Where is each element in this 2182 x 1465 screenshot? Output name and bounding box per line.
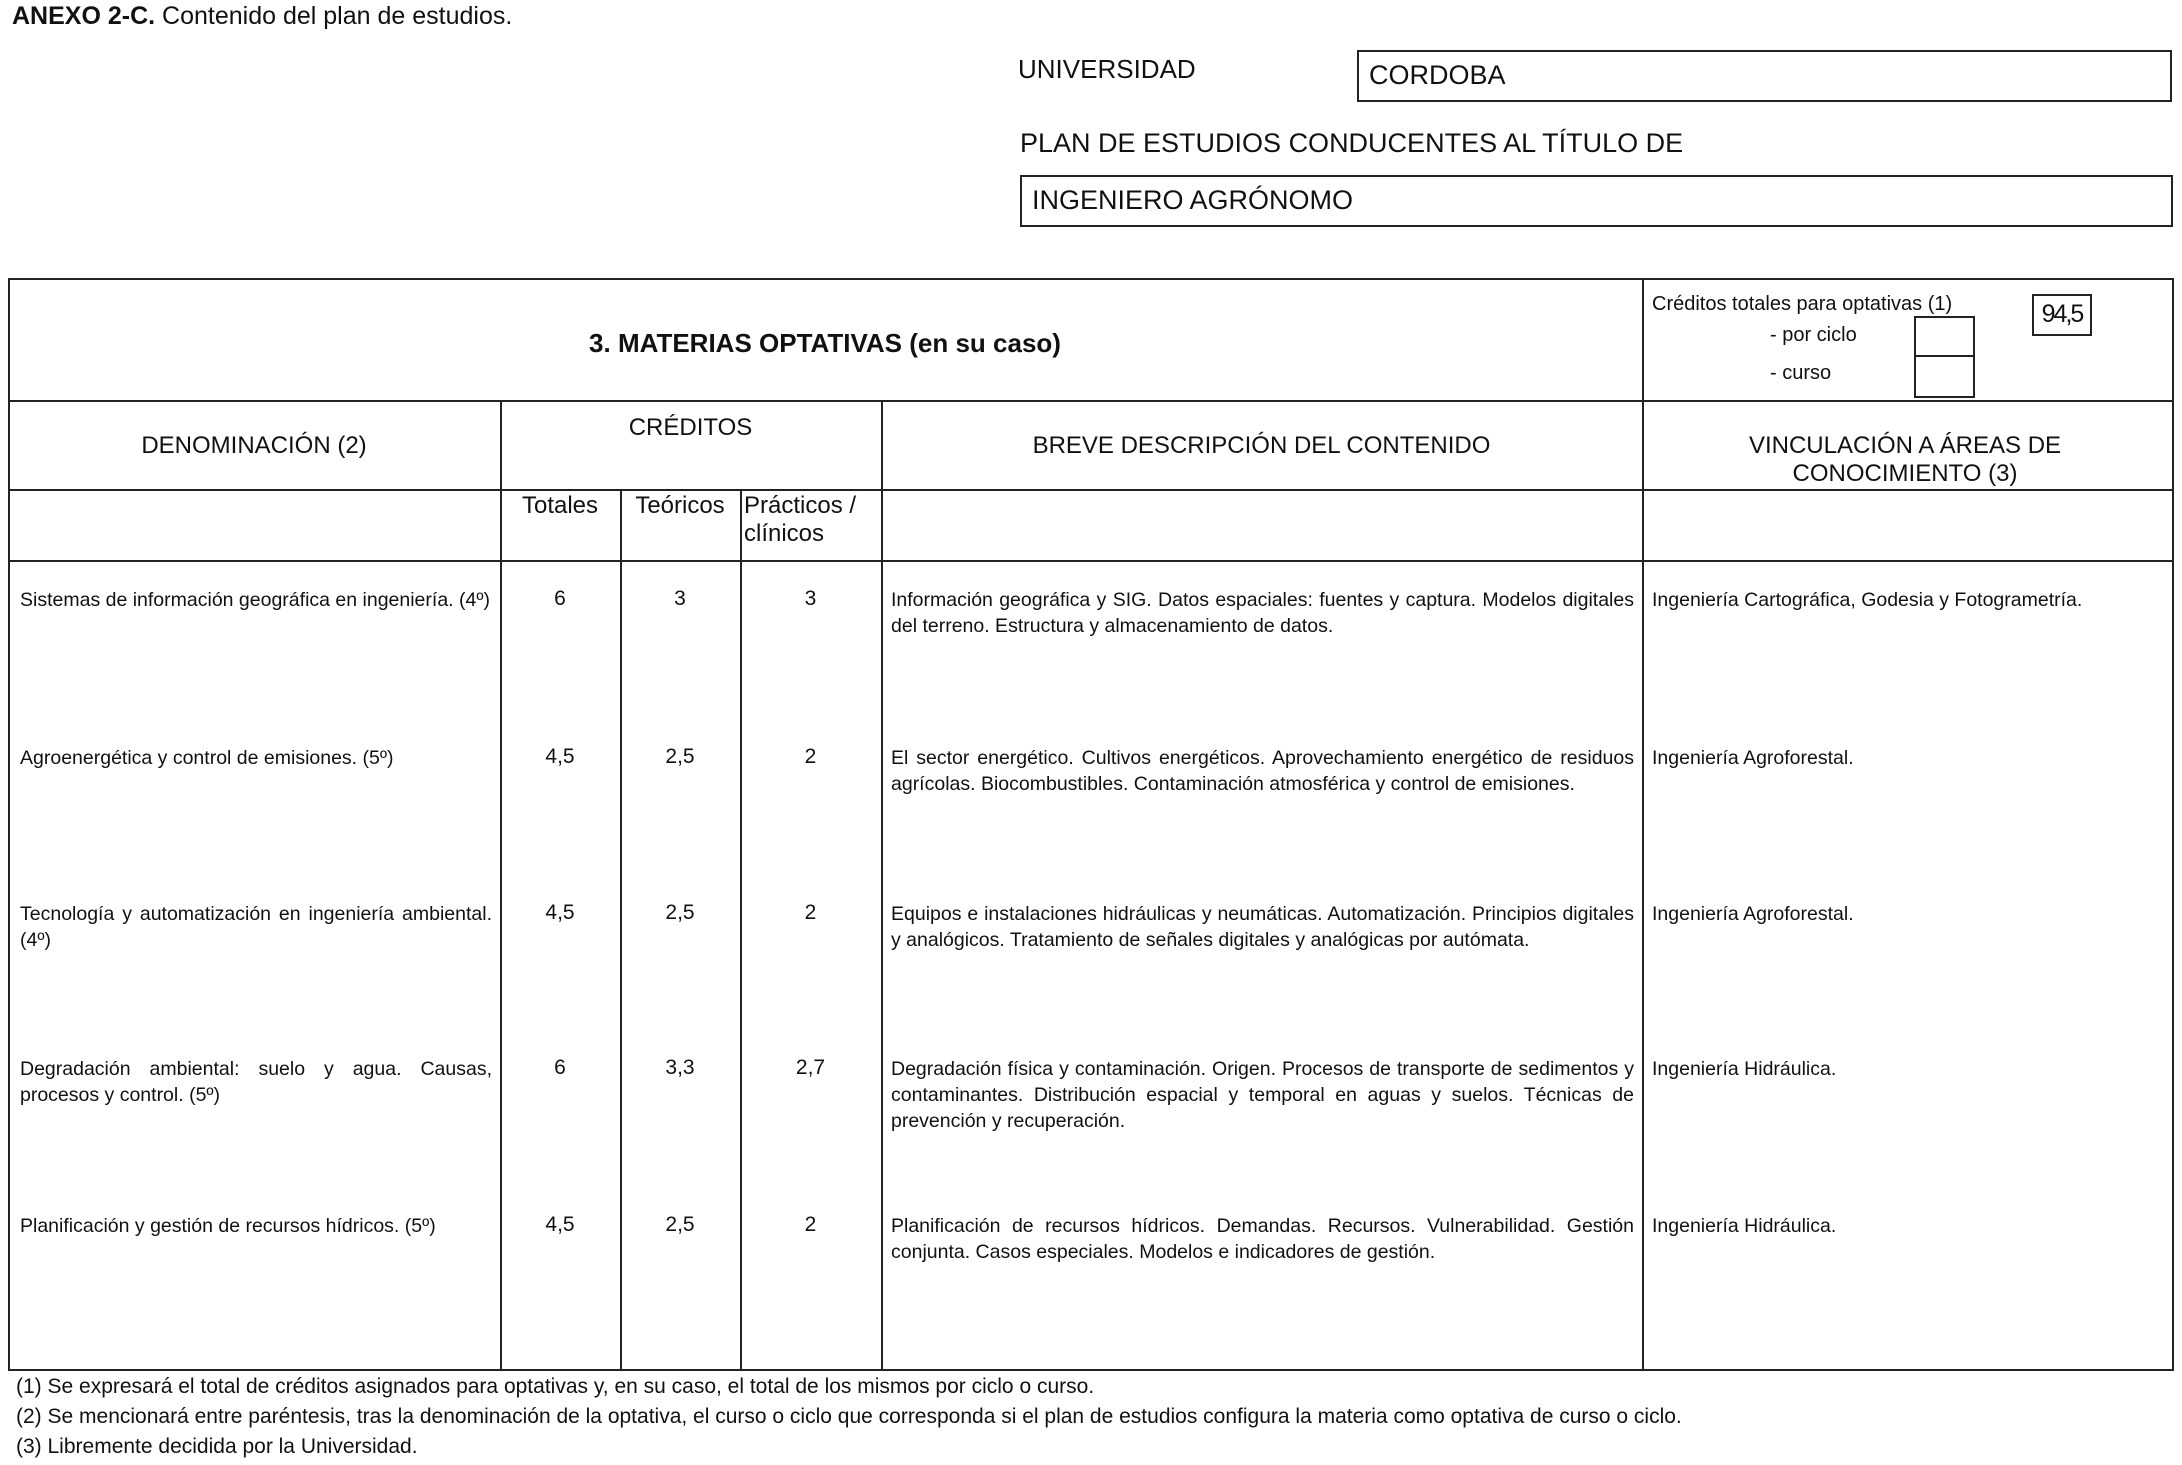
table-divider — [881, 400, 883, 1371]
header-denominacion: DENOMINACIÓN (2) — [141, 432, 367, 459]
row-2-totales: 4,5 — [545, 745, 575, 768]
row-2-vinculacion: Ingeniería Agroforestal. — [1652, 747, 1854, 769]
row-1-vinculacion: Ingeniería Cartográfica, Godesia y Fotogrametría. — [1652, 589, 2083, 611]
row-3-vinculacion: Ingeniería Agroforestal. — [1652, 903, 1854, 925]
row-3-totales: 4,5 — [545, 901, 575, 924]
table-divider — [620, 489, 622, 1371]
section-title: 3. MATERIAS OPTATIVAS (en su caso) — [589, 328, 1061, 358]
row-4-vinculacion: Ingeniería Hidráulica. — [1652, 1058, 1837, 1080]
header-totales: Totales — [521, 492, 599, 519]
por-ciclo-box — [1914, 316, 1975, 357]
row-1-teoricos: 3 — [674, 587, 686, 610]
row-2-denominacion: Agroenergética y control de emisiones. (5º) — [20, 747, 394, 769]
row-4-practicos: 2,7 — [795, 1056, 826, 1079]
plan-label: PLAN DE ESTUDIOS CONDUCENTES AL TÍTULO DE — [1020, 128, 1684, 158]
universidad-field: CORDOBA — [1357, 50, 2172, 102]
row-5-teoricos: 2,5 — [665, 1213, 695, 1236]
footnote-2: (2) Se mencionará entre paréntesis, tras la denominación de la optativa, el curso o ciclo que corresponda si el plan de estudios configura la materia como optativa de curso o ciclo. — [16, 1405, 1682, 1428]
footnote-3: (3) Libremente decidida por la Universidad. — [16, 1435, 418, 1458]
header-vinculacion: VINCULACIÓN A ÁREAS DE CONOCIMIENTO (3) — [1748, 432, 2062, 487]
document-heading — [12, 2, 512, 31]
table-divider — [740, 489, 742, 1371]
row-3-descripcion: Equipos e instalaciones hidráulicas y neumáticas. Automatización. Principios digitales y analógicos. Tratamiento de señales digitales y analógicas por autómata. — [891, 903, 1634, 951]
table-divider — [8, 560, 2174, 562]
row-2-descripcion: El sector energético. Cultivos energéticos. Aprovechamiento energético de residuos agrícolas. Biocombustibles. Contaminación atmosférica y control de emisiones. — [891, 747, 1634, 795]
row-1-descripcion: Información geográfica y SIG. Datos espaciales: fuentes y captura. Modelos digitales del terreno. Estructura y almacenamiento de datos. — [891, 589, 1634, 637]
row-1-totales: 6 — [554, 587, 566, 610]
row-4-totales: 6 — [554, 1056, 566, 1079]
row-5-descripcion: Planificación de recursos hídricos. Demandas. Recursos. Vulnerabilidad. Gestión conjunta. Casos especiales. Modelos e indicadores de gestión. — [891, 1215, 1634, 1263]
row-4-denominacion: Degradación ambiental: suelo y agua. Causas, procesos y control. (5º) — [20, 1058, 492, 1106]
universidad-label: UNIVERSIDAD — [1018, 54, 1196, 84]
curso-label: - curso — [1770, 362, 1832, 384]
curso-box — [1914, 355, 1975, 398]
header-teoricos: Teóricos — [635, 492, 725, 519]
table-divider — [8, 489, 2174, 491]
titulo-field: INGENIERO AGRÓNOMO — [1020, 175, 2173, 227]
row-3-practicos: 2 — [804, 901, 817, 924]
creditos-totales-value: 94,5 — [2041, 300, 2083, 328]
anexo-text: Contenido del plan de estudios. — [155, 2, 513, 30]
row-4-descripcion: Degradación física y contaminación. Origen. Procesos de transporte de sedimentos y contaminantes. Distribución espacial y temporal en aguas y suelos. Técnicas de prevención y recuperación. — [891, 1058, 1634, 1132]
row-1-practicos: 3 — [804, 587, 817, 610]
row-5-vinculacion: Ingeniería Hidráulica. — [1652, 1215, 1837, 1237]
footnote-1: (1) Se expresará el total de créditos asignados para optativas y, en su caso, el total de los mismos por ciclo o curso. — [16, 1375, 1095, 1398]
header-descripcion: BREVE DESCRIPCIÓN DEL CONTENIDO — [1032, 432, 1491, 459]
table-divider — [8, 400, 2174, 402]
row-2-practicos: 2 — [804, 745, 817, 768]
header-practicos: Prácticos / clínicos — [744, 492, 857, 547]
creditos-totales-box — [2032, 294, 2092, 336]
row-3-denominacion: Tecnología y automatización en ingeniería ambiental. (4º) — [20, 903, 492, 951]
row-2-teoricos: 2,5 — [665, 745, 695, 768]
row-5-denominacion: Planificación y gestión de recursos hídricos. (5º) — [20, 1215, 436, 1237]
por-ciclo-label: - por ciclo — [1770, 324, 1857, 346]
anexo-label: ANEXO 2-C. — [12, 2, 156, 30]
row-5-totales: 4,5 — [545, 1213, 575, 1236]
row-3-teoricos: 2,5 — [665, 901, 695, 924]
row-4-teoricos: 3,3 — [665, 1056, 695, 1079]
row-1-denominacion: Sistemas de información geográfica en ingeniería. (4º) — [20, 589, 490, 611]
creditos-totales-label: Créditos totales para optativas (1) — [1652, 293, 1953, 315]
table-divider — [1642, 278, 1644, 1371]
row-5-practicos: 2 — [804, 1213, 817, 1236]
header-creditos: CRÉDITOS — [628, 414, 753, 441]
